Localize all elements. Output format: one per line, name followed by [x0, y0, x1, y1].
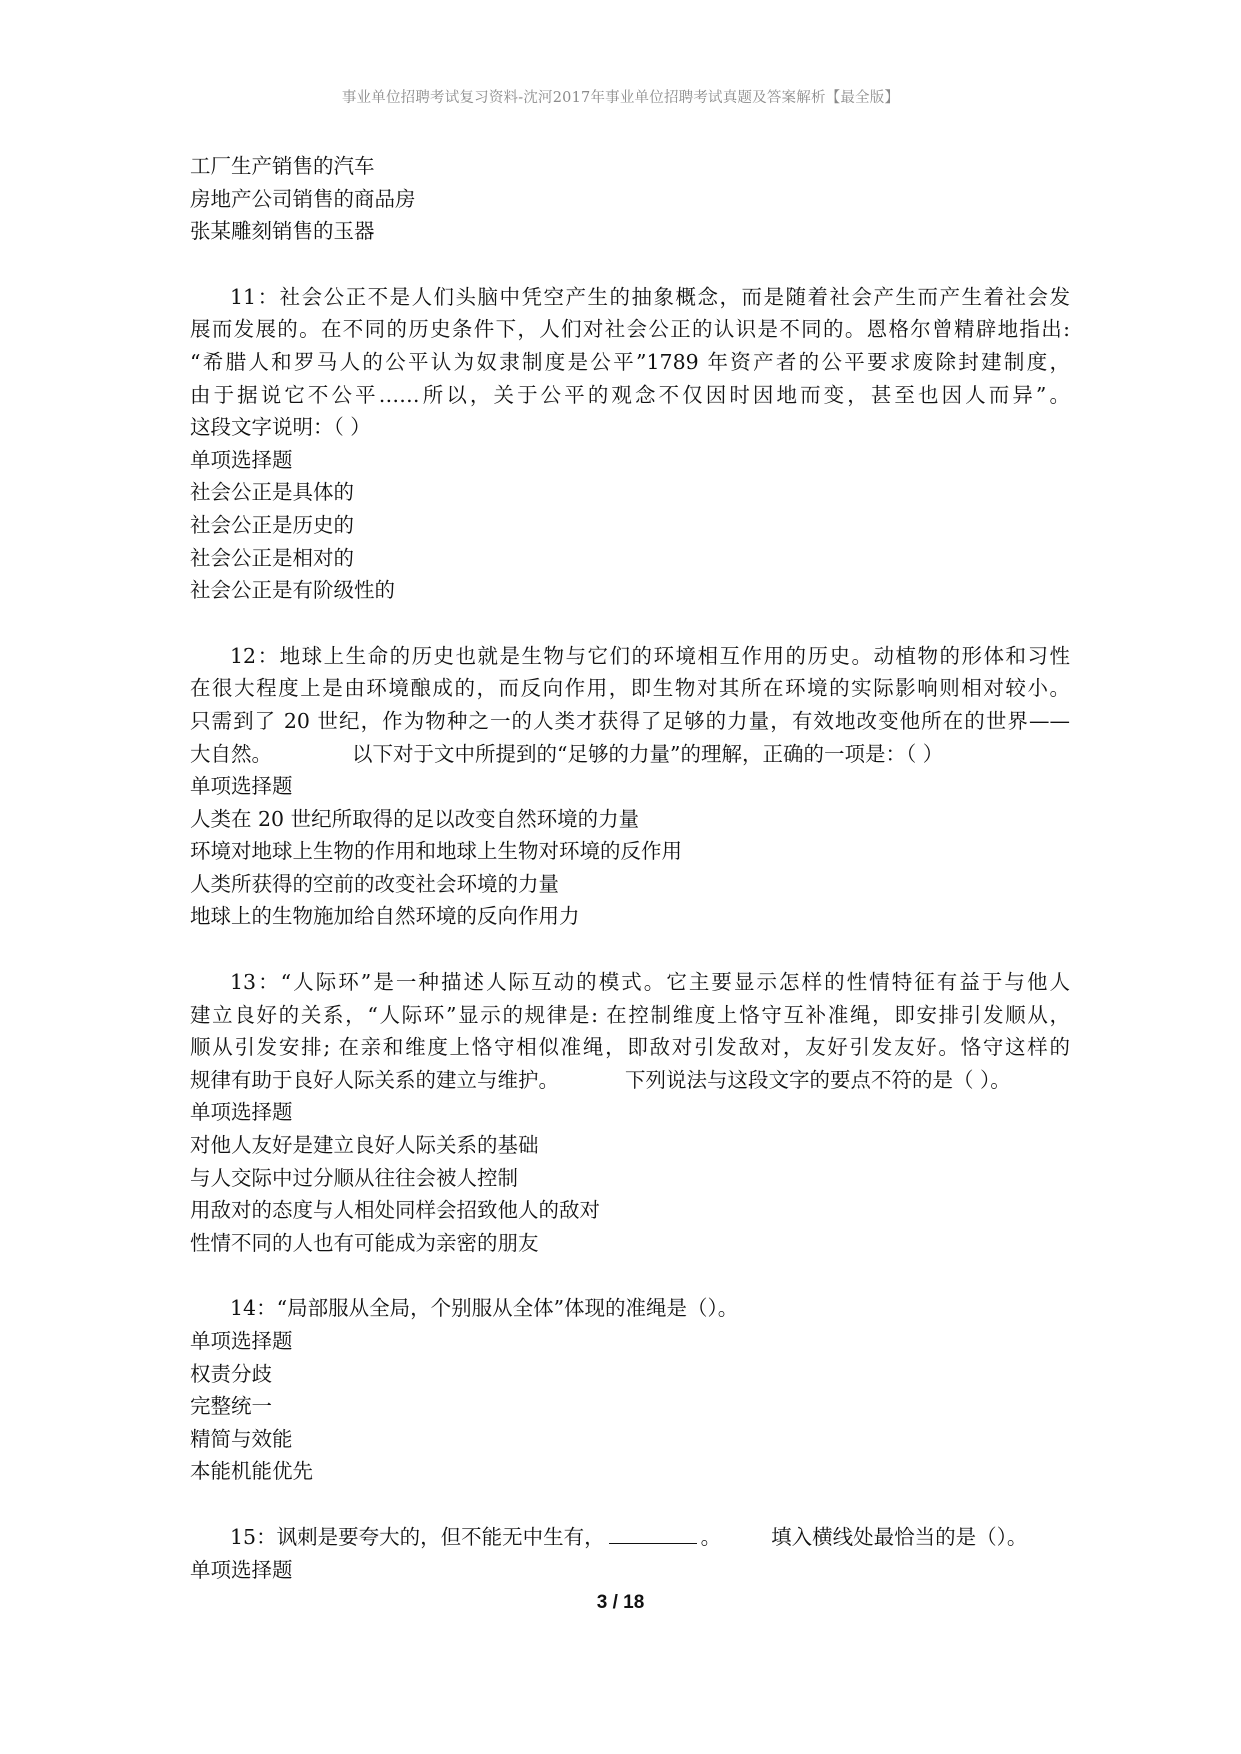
option-item: 社会公正是相对的 — [190, 545, 354, 570]
option-item: 用敌对的态度与人相处同样会招致他人的敌对 — [190, 1198, 600, 1223]
option-item: 社会公正是历史的 — [190, 512, 354, 537]
option-item: 性情不同的人也有可能成为亲密的朋友 — [190, 1230, 539, 1255]
question-stem-line: 顺从引发安排; 在亲和维度上恪守相似准绳，即敌对引发敌对，友好引发友好。恪守这样的 — [190, 1035, 1070, 1060]
question-stem-line: 14：“局部服从全局，个别服从全体”体现的准绳是（）。 — [230, 1296, 739, 1321]
question-stem-line: “希腊人和罗马人的公平认为奴隶制度是公平”1789 年资产者的公平要求废除封建制度， — [190, 349, 1070, 374]
option-item: 工厂生产销售的汽车 — [190, 154, 375, 178]
question-stem-line: 13：“人际环”是一种描述人际互动的模式。它主要显示怎样的性情特征有益于与他人 — [230, 970, 1070, 995]
question-15 — [190, 1521, 1070, 1586]
question-12 — [190, 640, 1070, 933]
question-type: 单项选择题 — [190, 447, 293, 472]
question-stem-line: 只需到了 20 世纪，作为物种之一的人类才获得了足够的力量，有效地改变他所在的世界—— — [190, 708, 1070, 733]
option-item: 环境对地球上生物的作用和地球上生物对环境的反作用 — [190, 839, 682, 864]
question-11 — [190, 281, 1070, 607]
question-stem-line: 在很大程度上是由环境酿成的，而反向作用，即生物对其所在环境的实际影响则相对较小。 — [190, 676, 1070, 701]
question-stem-line — [190, 738, 1070, 771]
option-item: 对他人友好是建立良好人际关系的基础 — [190, 1133, 539, 1158]
question-type: 单项选择题 — [190, 1100, 293, 1125]
question-stem-line: 11：社会公正不是人们头脑中凭空产生的抽象概念，而是随着社会产生而产生着社会发 — [230, 284, 1070, 309]
fill-in-blank — [609, 1523, 697, 1544]
question-type: 单项选择题 — [190, 774, 293, 799]
option-item: 社会公正是具体的 — [190, 480, 354, 505]
question-prompt: 以下对于文中所提到的“足够的力量”的理解，正确的一项是：（ ） — [352, 741, 944, 766]
question-prompt: 下列说法与这段文字的要点不符的是（ ）。 — [625, 1067, 1011, 1092]
question-14 — [190, 1292, 1070, 1488]
question-type: 单项选择题 — [190, 1557, 293, 1582]
question-prompt: 填入横线处最恰当的是（）。 — [771, 1524, 1028, 1549]
question-stem-line: 展而发展的。在不同的历史条件下，人们对社会公正的认识是不同的。恩格尔曾精辟地指出: — [190, 317, 1070, 342]
option-item: 完整统一 — [190, 1394, 272, 1419]
option-item: 地球上的生物施加给自然环境的反向作用力 — [190, 904, 580, 929]
document-body — [190, 150, 1070, 1586]
option-item: 社会公正是有阶级性的 — [190, 578, 395, 603]
question-stem-text: 大自然。 — [190, 741, 272, 766]
question-13 — [190, 966, 1070, 1259]
option-item: 张某雕刻销售的玉器 — [190, 219, 375, 244]
question-stem-text: 规律有助于良好人际关系的建立与维护。 — [190, 1067, 559, 1092]
option-item: 人类在 20 世纪所取得的足以改变自然环境的力量 — [190, 806, 640, 831]
question-stem-line: 建立良好的关系，“人际环”显示的规律是: 在控制维度上恪守互补准绳，即安排引发顺从， — [190, 1002, 1070, 1027]
question-stem-line — [190, 1521, 1070, 1554]
option-item: 人类所获得的空前的改变社会环境的力量 — [190, 871, 559, 896]
question-stem-text: 。 — [700, 1524, 722, 1549]
previous-question-options — [190, 150, 1070, 248]
question-stem-line: 这段文字说明：（ ） — [190, 415, 371, 440]
question-stem-line — [190, 1064, 1070, 1097]
question-stem-text: 15：讽刺是要夸大的，但不能无中生有， — [230, 1524, 605, 1549]
question-stem-line: 12：地球上生命的历史也就是生物与它们的环境相互作用的历史。动植物的形体和习性 — [230, 643, 1070, 668]
option-item: 精简与效能 — [190, 1426, 293, 1451]
option-item: 与人交际中过分顺从往往会被人控制 — [190, 1165, 518, 1190]
option-item: 权责分歧 — [190, 1361, 272, 1386]
option-item: 房地产公司销售的商品房 — [190, 186, 416, 211]
page-number: 3 / 18 — [596, 1592, 645, 1613]
question-type: 单项选择题 — [190, 1329, 293, 1353]
question-stem-line: 由于据说它不公平……所以，关于公平的观念不仅因时因地而变，甚至也因人而异”。 — [190, 382, 1070, 407]
option-item: 本能机能优先 — [190, 1459, 313, 1484]
page-header: 事业单位招聘考试复习资料-沈河2017年事业单位招聘考试真题及答案解析【最全版】 — [341, 90, 900, 106]
